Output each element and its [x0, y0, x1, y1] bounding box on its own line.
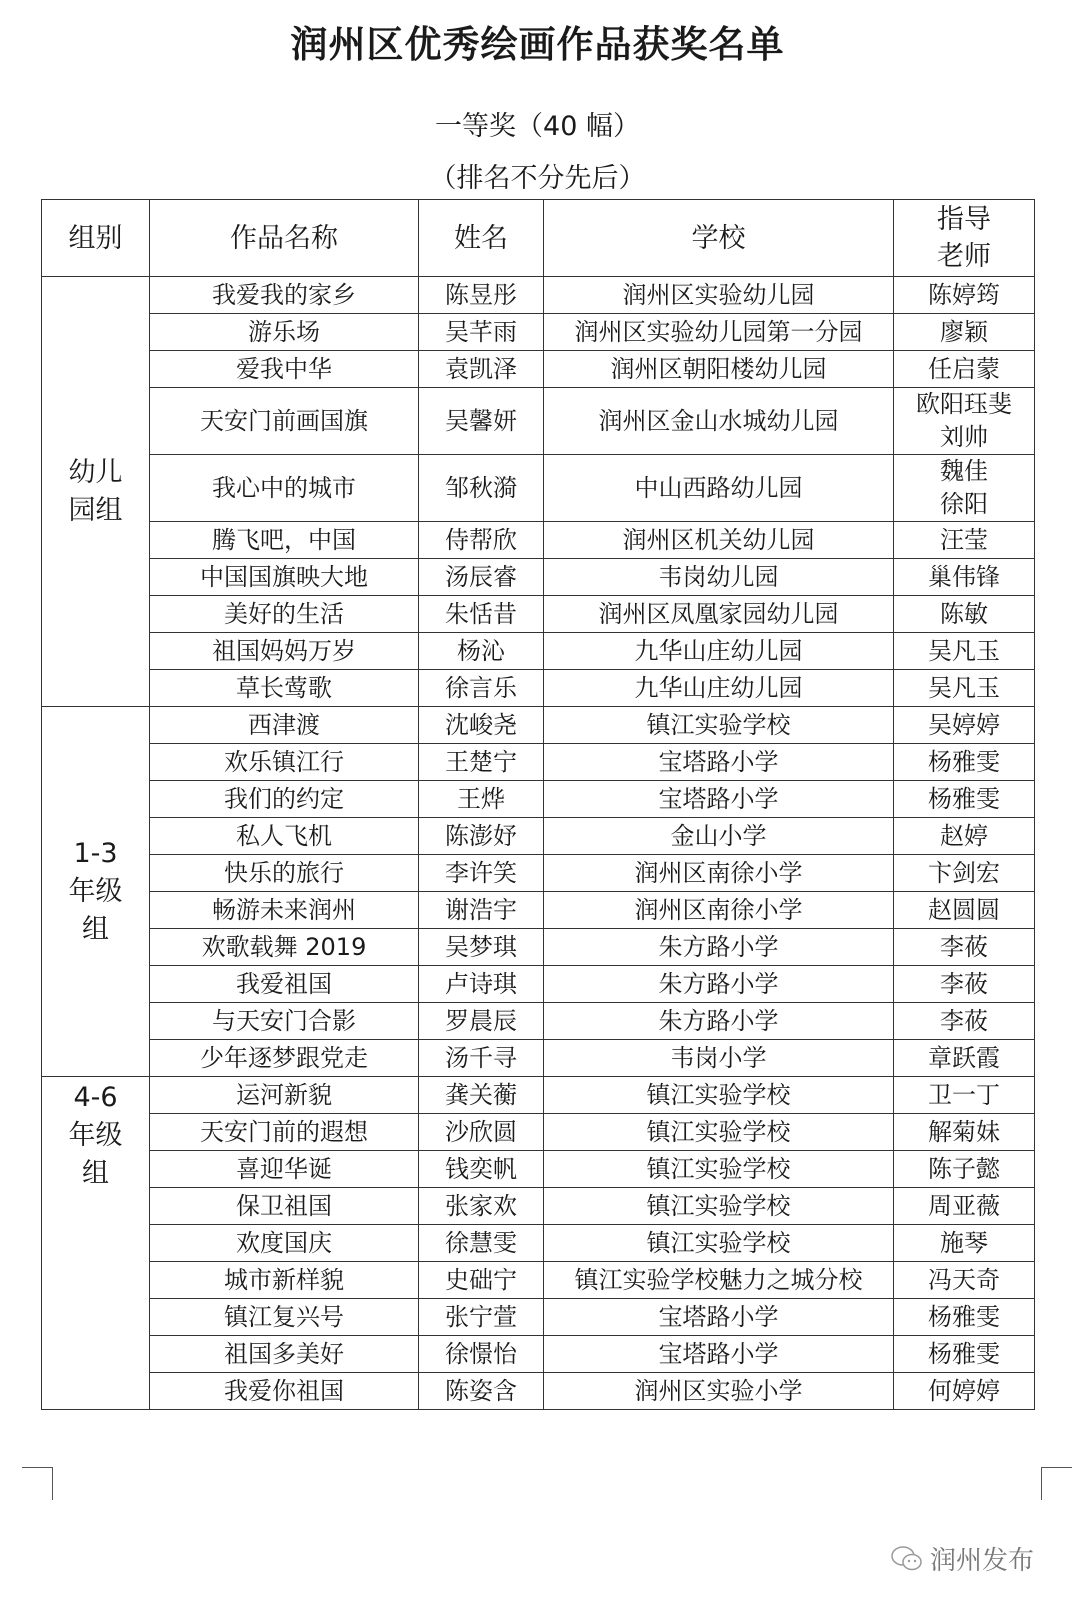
group-label: 1-3 年级 组: [42, 707, 150, 1077]
teacher: 吴婷婷: [894, 707, 1035, 744]
work-title: 腾飞吧，中国: [150, 522, 419, 559]
table-row: [42, 1336, 1035, 1373]
teacher: 何婷婷: [894, 1373, 1035, 1410]
table-row: [42, 455, 1035, 522]
teacher: 解菊妹: [894, 1114, 1035, 1151]
teacher: 欧阳珏斐 刘帅: [894, 388, 1035, 455]
school: 朱方路小学: [544, 966, 894, 1003]
table-row: [42, 559, 1035, 596]
school: 朱方路小学: [544, 929, 894, 966]
table-row: [42, 1151, 1035, 1188]
work-title: 镇江复兴号: [150, 1299, 419, 1336]
table-row: [42, 1299, 1035, 1336]
table-row: [42, 596, 1035, 633]
work-title: 欢乐镇江行: [150, 744, 419, 781]
teacher: 卫一丁: [894, 1077, 1035, 1114]
school: 韦岗小学: [544, 1040, 894, 1077]
table-row: [42, 966, 1035, 1003]
student-name: 王楚宁: [419, 744, 544, 781]
teacher: 吴凡玉: [894, 633, 1035, 670]
school: 宝塔路小学: [544, 1336, 894, 1373]
work-title: 少年逐梦跟党走: [150, 1040, 419, 1077]
school: 润州区凤凰家园幼儿园: [544, 596, 894, 633]
table-row: [42, 388, 1035, 455]
table-body: [42, 277, 1035, 1410]
work-title: 天安门前画国旗: [150, 388, 419, 455]
teacher: 杨雅雯: [894, 1299, 1035, 1336]
student-name: 卢诗琪: [419, 966, 544, 1003]
school: 润州区金山水城幼儿园: [544, 388, 894, 455]
student-name: 杨沁: [419, 633, 544, 670]
student-name: 王烨: [419, 781, 544, 818]
student-name: 汤千寻: [419, 1040, 544, 1077]
student-name: 吴芊雨: [419, 314, 544, 351]
teacher: 卞剑宏: [894, 855, 1035, 892]
student-name: 吴梦琪: [419, 929, 544, 966]
work-title: 游乐场: [150, 314, 419, 351]
student-name: 朱恬昔: [419, 596, 544, 633]
student-name: 袁凯泽: [419, 351, 544, 388]
teacher: 李莜: [894, 929, 1035, 966]
work-title: 祖国多美好: [150, 1336, 419, 1373]
table-row: [42, 929, 1035, 966]
student-name: 陈姿含: [419, 1373, 544, 1410]
student-name: 邹秋漪: [419, 455, 544, 522]
work-title: 快乐的旅行: [150, 855, 419, 892]
teacher: 杨雅雯: [894, 781, 1035, 818]
school: 九华山庄幼儿园: [544, 633, 894, 670]
table-row: [42, 1077, 1035, 1114]
teacher: 杨雅雯: [894, 1336, 1035, 1373]
teacher: 魏佳 徐阳: [894, 455, 1035, 522]
work-title: 畅游未来润州: [150, 892, 419, 929]
teacher: 任启蒙: [894, 351, 1035, 388]
teacher: 周亚薇: [894, 1188, 1035, 1225]
work-title: 我爱祖国: [150, 966, 419, 1003]
teacher: 吴凡玉: [894, 670, 1035, 707]
work-title: 运河新貌: [150, 1077, 419, 1114]
table-row: [42, 1003, 1035, 1040]
school: 润州区机关幼儿园: [544, 522, 894, 559]
table-row: [42, 1373, 1035, 1410]
teacher: 冯天奇: [894, 1262, 1035, 1299]
table-row: [42, 522, 1035, 559]
teacher: 廖颖: [894, 314, 1035, 351]
table-row: [42, 1040, 1035, 1077]
work-title: 保卫祖国: [150, 1188, 419, 1225]
school: 润州区南徐小学: [544, 855, 894, 892]
work-title: 城市新样貌: [150, 1262, 419, 1299]
work-title: 欢度国庆: [150, 1225, 419, 1262]
teacher: 李莜: [894, 1003, 1035, 1040]
work-title: 天安门前的遐想: [150, 1114, 419, 1151]
school: 镇江实验学校: [544, 707, 894, 744]
award-level: 一等奖（40 幅）: [435, 111, 640, 142]
teacher: 巢伟锋: [894, 559, 1035, 596]
work-title: 爱我中华: [150, 351, 419, 388]
school: 宝塔路小学: [544, 744, 894, 781]
student-name: 徐憬怡: [419, 1336, 544, 1373]
table-row: [42, 707, 1035, 744]
ranking-note: （排名不分先后）: [429, 163, 646, 194]
table-row: [42, 633, 1035, 670]
page-corner-mark-right: [1041, 1467, 1072, 1500]
table-row: [42, 855, 1035, 892]
table-row: [42, 1114, 1035, 1151]
school: 润州区实验小学: [544, 1373, 894, 1410]
school: 润州区南徐小学: [544, 892, 894, 929]
student-name: 汤辰睿: [419, 559, 544, 596]
table-row: [42, 351, 1035, 388]
student-name: 陈澎妤: [419, 818, 544, 855]
school: 润州区实验幼儿园: [544, 277, 894, 314]
watermark-text: 润州发布: [930, 1546, 1035, 1576]
watermark: [890, 1540, 1034, 1577]
teacher: 章跃霞: [894, 1040, 1035, 1077]
table-header-row: [42, 200, 1035, 277]
work-title: 美好的生活: [150, 596, 419, 633]
header-school: 学校: [544, 200, 894, 277]
school: 镇江实验学校: [544, 1077, 894, 1114]
wechat-icon: [890, 1544, 924, 1574]
table-row: [42, 892, 1035, 929]
page-title: 润州区优秀绘画作品获奖名单: [290, 23, 785, 66]
student-name: 史础宁: [419, 1262, 544, 1299]
teacher: 施琴: [894, 1225, 1035, 1262]
work-title: 我爱我的家乡: [150, 277, 419, 314]
header-teacher: 指导 老师: [894, 200, 1035, 277]
page-corner-mark-left: [22, 1467, 53, 1500]
teacher: 陈婷筠: [894, 277, 1035, 314]
student-name: 龚关蘅: [419, 1077, 544, 1114]
school: 镇江实验学校: [544, 1188, 894, 1225]
teacher: 李莜: [894, 966, 1035, 1003]
teacher: 汪莹: [894, 522, 1035, 559]
school: 镇江实验学校: [544, 1151, 894, 1188]
table-row: [42, 744, 1035, 781]
work-title: 祖国妈妈万岁: [150, 633, 419, 670]
teacher: 杨雅雯: [894, 744, 1035, 781]
student-name: 陈昱彤: [419, 277, 544, 314]
student-name: 谢浩宇: [419, 892, 544, 929]
work-title: 喜迎华诞: [150, 1151, 419, 1188]
student-name: 侍帮欣: [419, 522, 544, 559]
school: 金山小学: [544, 818, 894, 855]
student-name: 李许笑: [419, 855, 544, 892]
work-title: 草长莺歌: [150, 670, 419, 707]
school: 润州区朝阳楼幼儿园: [544, 351, 894, 388]
school: 宝塔路小学: [544, 1299, 894, 1336]
work-title: 欢歌载舞 2019: [150, 929, 419, 966]
work-title: 我心中的城市: [150, 455, 419, 522]
student-name: 钱奕帆: [419, 1151, 544, 1188]
school: 镇江实验学校: [544, 1114, 894, 1151]
header-work-title: 作品名称: [150, 200, 419, 277]
work-title: 我们的约定: [150, 781, 419, 818]
work-title: 西津渡: [150, 707, 419, 744]
student-name: 张宁萱: [419, 1299, 544, 1336]
header-name: 姓名: [419, 200, 544, 277]
table-row: [42, 1225, 1035, 1262]
teacher: 赵圆圆: [894, 892, 1035, 929]
teacher: 陈子懿: [894, 1151, 1035, 1188]
table-row: [42, 670, 1035, 707]
table-row: [42, 818, 1035, 855]
school: 镇江实验学校: [544, 1225, 894, 1262]
school: 九华山庄幼儿园: [544, 670, 894, 707]
teacher: 赵婷: [894, 818, 1035, 855]
table-row: [42, 314, 1035, 351]
work-title: 与天安门合影: [150, 1003, 419, 1040]
table-row: [42, 781, 1035, 818]
header-group: 组别: [42, 200, 150, 277]
work-title: 我爱你祖国: [150, 1373, 419, 1410]
student-name: 沈峻尧: [419, 707, 544, 744]
table-row: [42, 1188, 1035, 1225]
work-title: 私人飞机: [150, 818, 419, 855]
student-name: 徐慧雯: [419, 1225, 544, 1262]
school: 镇江实验学校魅力之城分校: [544, 1262, 894, 1299]
group-label: 4-6 年级 组: [42, 1077, 150, 1410]
student-name: 徐言乐: [419, 670, 544, 707]
school: 韦岗幼儿园: [544, 559, 894, 596]
student-name: 张家欢: [419, 1188, 544, 1225]
school: 润州区实验幼儿园第一分园: [544, 314, 894, 351]
student-name: 罗晨辰: [419, 1003, 544, 1040]
school: 宝塔路小学: [544, 781, 894, 818]
student-name: 沙欣圆: [419, 1114, 544, 1151]
school: 中山西路幼儿园: [544, 455, 894, 522]
teacher: 陈敏: [894, 596, 1035, 633]
table-row: [42, 1262, 1035, 1299]
group-label: 幼儿 园组: [42, 277, 150, 707]
work-title: 中国国旗映大地: [150, 559, 419, 596]
school: 朱方路小学: [544, 1003, 894, 1040]
award-table: [41, 199, 1035, 1410]
table-row: [42, 277, 1035, 314]
student-name: 吴馨妍: [419, 388, 544, 455]
